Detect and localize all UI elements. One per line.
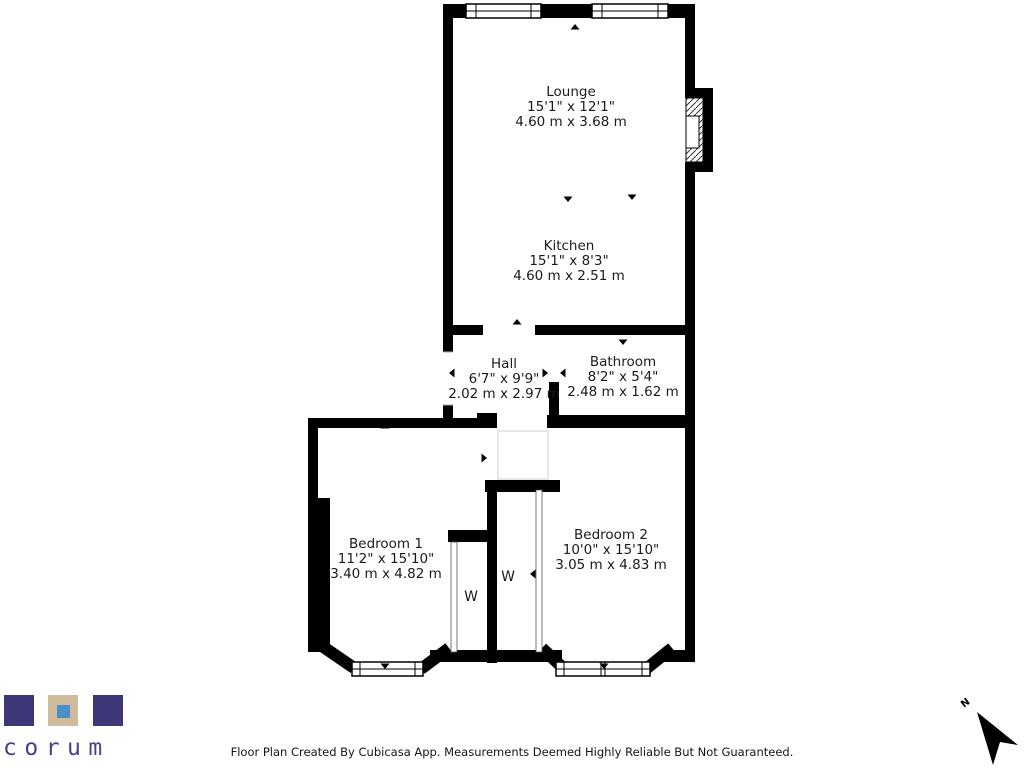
closet-label-bedroom-1: W: [464, 589, 478, 605]
room-label-kitchen: [513, 239, 625, 284]
corum-logo: [0, 0, 140, 768]
room-name: Bedroom 1: [349, 536, 423, 552]
room-label-bedroom-2: [555, 528, 667, 573]
room-dims-imperial: 10'0" x 15'10": [562, 542, 660, 558]
room-name: Kitchen: [543, 238, 595, 254]
north-label: N: [959, 696, 973, 711]
room-dims-metric: 2.48 m x 1.62 m: [567, 384, 679, 400]
room-name: Bathroom: [589, 354, 657, 370]
room-label-bedroom-1: [330, 537, 442, 582]
room-label-bathroom: [567, 355, 679, 400]
window-lounge-right: [592, 4, 668, 18]
closet-label-bedroom-2: W: [501, 569, 515, 585]
room-dims-metric: 4.60 m x 3.68 m: [515, 114, 627, 130]
room-name: Lounge: [546, 84, 596, 100]
logo-square-tan: [48, 695, 78, 726]
room-dims-metric: 3.40 m x 4.82 m: [330, 566, 442, 582]
room-dims-metric: 3.05 m x 4.83 m: [555, 557, 667, 573]
room-dims-imperial: 15'1" x 8'3": [529, 253, 609, 269]
footer-disclaimer: Floor Plan Created By Cubicasa App. Measurements Deemed Highly Reliable But Not Guaranteed.: [230, 745, 794, 759]
logo-square-blue: [57, 705, 70, 718]
room-label-lounge: [515, 85, 627, 130]
room-dims-metric: 4.60 m x 2.51 m: [513, 268, 625, 284]
room-dims-imperial: 8'2" x 5'4": [587, 369, 659, 385]
closet-1-partition: [451, 542, 457, 652]
room-name: Hall: [491, 356, 517, 372]
closet-2-partition: [536, 490, 542, 652]
logo-square-navy-right: [93, 695, 123, 726]
room-dims-imperial: 6'7" x 9'9": [468, 371, 540, 387]
logo-square-navy-left: [4, 695, 34, 726]
room-dims-imperial: 15'1" x 12'1": [527, 99, 615, 115]
room-dims-imperial: 11'2" x 15'10": [337, 551, 435, 567]
fireplace-chimney: [686, 98, 703, 162]
room-dims-metric: 2.02 m x 2.97 m: [448, 386, 560, 402]
room-label-hall: [448, 357, 560, 402]
room-name: Bedroom 2: [574, 527, 648, 543]
logo-wordmark: corum: [3, 735, 110, 761]
window-lounge-left: [466, 4, 541, 18]
